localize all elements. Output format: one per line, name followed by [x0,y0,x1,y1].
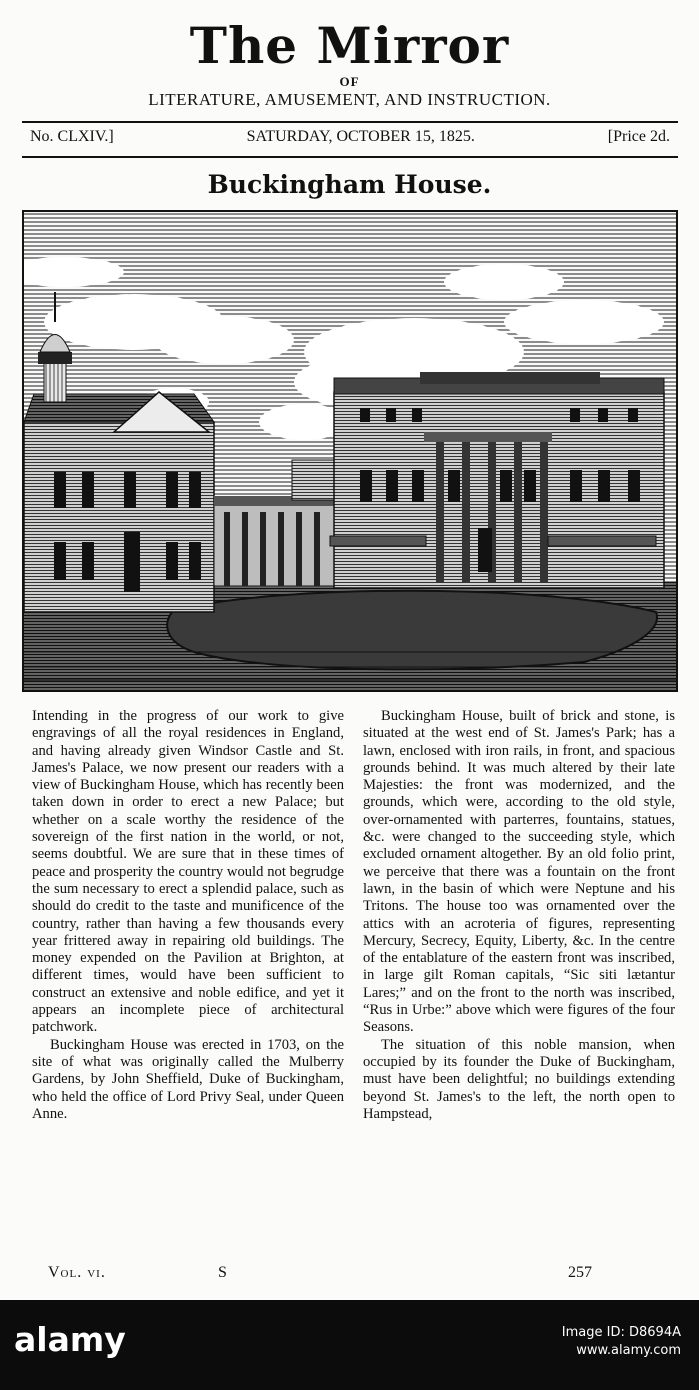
paragraph: The situation of this noble mansion, when occupied by its founder the Duke of Buckingham, must have been delightful; no buildings extending beyond St. James's to the left, the north open to Hampstead, [363,1036,675,1122]
stock-watermark-bar [0,1300,699,1390]
image-id: Image ID: D8694A [561,1325,681,1340]
masthead-of: OF [339,74,360,89]
top-rule [22,121,678,123]
masthead-title: The Mirror [189,16,510,75]
volume-label: Vol. vi. [48,1264,106,1281]
issue-price: [Price 2d. [607,128,670,145]
masthead-subtitle: LITERATURE, AMUSEMENT, AND INSTRUCTION. [148,90,551,109]
paragraph: Intending in the progress of our work to give engravings of all the royal residences in England, and having already given Windsor Castle and St. James's Palace, we now present our readers with a view of Buckingham House, which has recently been taken down in order to erect a new Palace; but whether on a scale worthy the residence of the sovereign of the first nation in the world, or not, seems doubtful. We are sure that in these times of peace and prosperity the country would not begrudge the sum necessary to erect a splendid palace, such as should do credit to the taste and munificence of the country, rather than having a few thousands every year frittered away in repairing old buildings. The money expended on the Pavilion at Brighton, at different times, would have been sufficient to construct an extensive and noble edifice, and yet it appears an incomplete piece of architectural patchwork. [32,708,344,1036]
article-column-right [363,708,675,1123]
paragraph: Buckingham House, built of brick and stone, is situated at the west end of St. James's Park; has a lawn, enclosed with iron rails, in front, and spacious grounds behind. It was much altered by their late Majesties: the front was modernized, and the grounds, which were, according to the old style, over-ornamented with parterres, fountains, statues, &c. were changed to the succeeding style, which excluded ornament altogether. By an old folio print, we perceive that there was a fountain on the front lawn, in the basin of which were Neptune and his Tritons. The house too was ornamented over the attics with an acroteria of figures, representing Mercury, Secrecy, Equity, Liberty, &c. In the centre of the entablature of the eastern front was inscribed, in large gilt Roman capitals, “Sic siti lætantur Lares;” and on the front to the north was inscribed, “Rus in Urbe:” above which were figures of the four Seasons. [363,708,675,1036]
issue-date: SATURDAY, OCTOBER 15, 1825. [246,128,475,145]
site-url: www.alamy.com [576,1343,681,1358]
image-id-block [562,1324,681,1360]
main-house [330,372,664,588]
article-column-left [32,708,344,1123]
paragraph: Buckingham House was erected in 1703, on the site of what was originally called the Mulberry Gardens, by John Sheffield, Duke of Buckingham, who held the office of Lord Privy Seal, under Queen Anne. [32,1036,344,1122]
issue-rule [22,156,678,158]
buckingham-house-engraving [22,210,678,692]
signature-mark: S [218,1264,227,1281]
alamy-logo: alamy [14,1320,126,1359]
front-lawn [167,591,657,670]
page-number: 257 [568,1264,592,1281]
issue-number: No. CLXIV.] [30,128,114,145]
article-headline: Buckingham House. [207,170,492,199]
issue-line [30,128,670,146]
